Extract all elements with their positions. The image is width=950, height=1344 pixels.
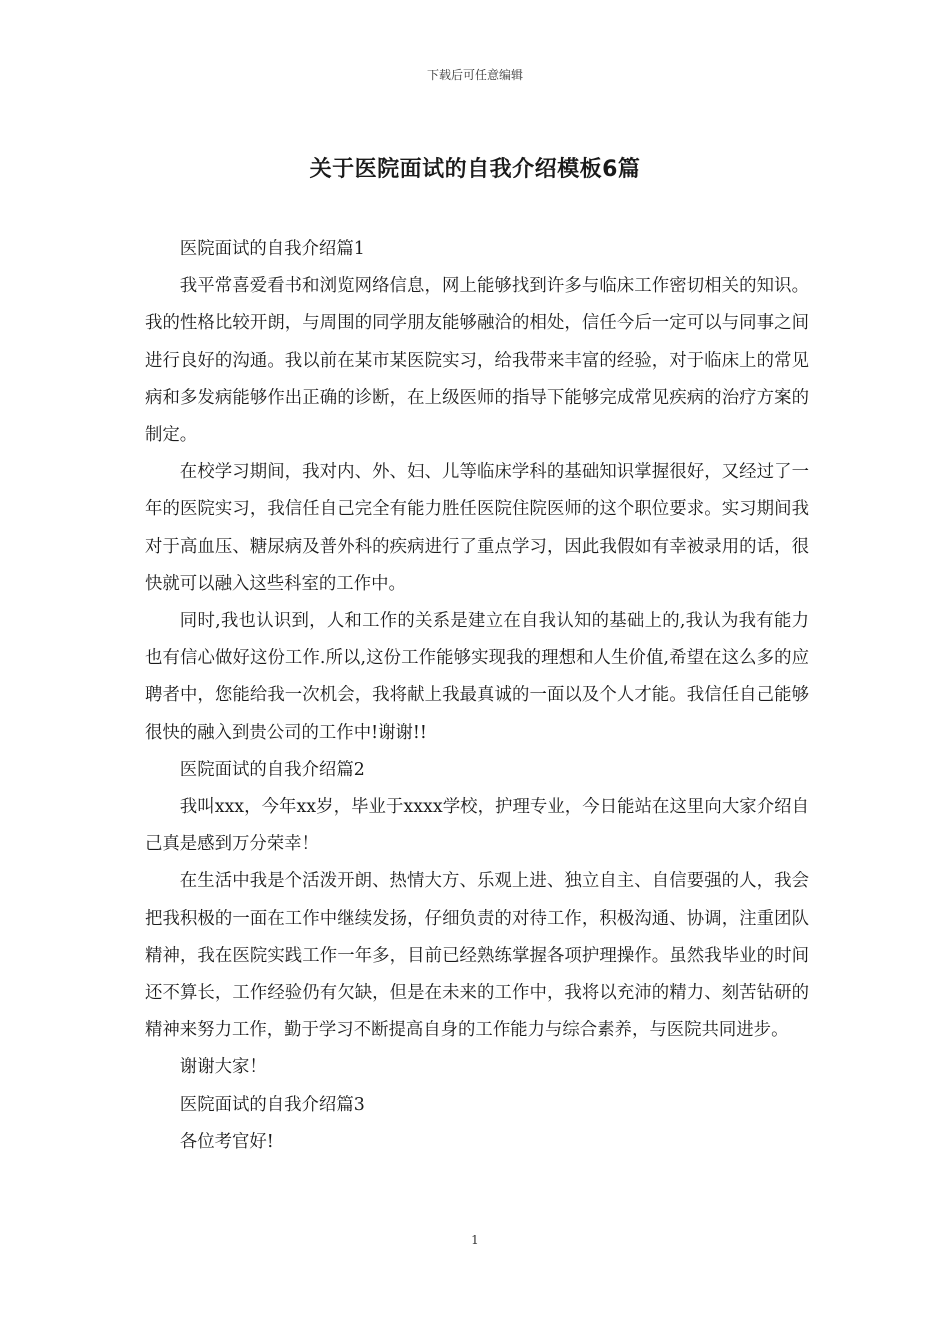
body-paragraph: 在生活中我是个活泼开朗、热情大方、乐观上进、独立自主、自信要强的人，我会把我积极的一面在工作中继续发扬，仔细负责的对待工作，积极沟通、协调，注重团队精神，我在医院实践工作一年多，目前已经熟练掌握各项护理操作。虽然我毕业的时间还不算长，工作经验仍有欠缺，但是在未来的工作中，我将以充沛的精力、刻苦钻研的精神来努力工作，勤于学习不断提高自身的工作能力与综合素养，与医院共同进步。 [145, 871, 809, 1041]
page-number: 1 [471, 1233, 479, 1247]
section-heading-2: 医院面试的自我介绍篇2 [179, 759, 365, 780]
body-paragraph: 谢谢大家！ [179, 1057, 267, 1078]
body-paragraph: 我平常喜爱看书和浏览网络信息，网上能够找到许多与临床工作密切相关的知识。我的性格比较开朗，与周围的同学朋友能够融洽的相处，信任今后一定可以与同事之间进行良好的沟通。我以前在某市某医院实习，给我带来丰富的经验，对于临床上的常见病和多发病能够作出正确的诊断，在上级医师的指导下能够完成常见疾病的治疗方案的制定。 [145, 276, 809, 446]
body-paragraph: 同时,我也认识到，人和工作的关系是建立在自我认知的基础上的,我认为我有能力也有信心做好这份工作.所以,这份工作能够实现我的理想和人生价值,希望在这么多的应聘者中，您能给我一次机会，我将献上我最真诚的一面以及个人才能。我信任自己能够很快的融入到贵公司的工作中!谢谢!! [145, 611, 809, 743]
document-body [145, 231, 809, 1161]
document-title: 关于医院面试的自我介绍模板6篇 [309, 157, 641, 182]
body-paragraph: 在校学习期间，我对内、外、妇、儿等临床学科的基础知识掌握很好，又经过了一年的医院实习，我信任自己完全有能力胜任医院住院医师的这个职位要求。实习期间我对于高血压、糖尿病及普外科的疾病进行了重点学习，因此我假如有幸被录用的话，很快就可以融入这些科室的工作中。 [145, 462, 809, 594]
body-paragraph: 我叫xxx，今年xx岁，毕业于xxxx学校，护理专业，今日能站在这里向大家介绍自己真是感到万分荣幸！ [145, 797, 809, 855]
section-heading-3: 医院面试的自我介绍篇3 [179, 1094, 365, 1115]
page-header-note: 下载后可任意编辑 [426, 68, 523, 82]
body-paragraph: 各位考官好! [179, 1131, 274, 1152]
section-heading-1: 医院面试的自我介绍篇1 [179, 239, 365, 259]
